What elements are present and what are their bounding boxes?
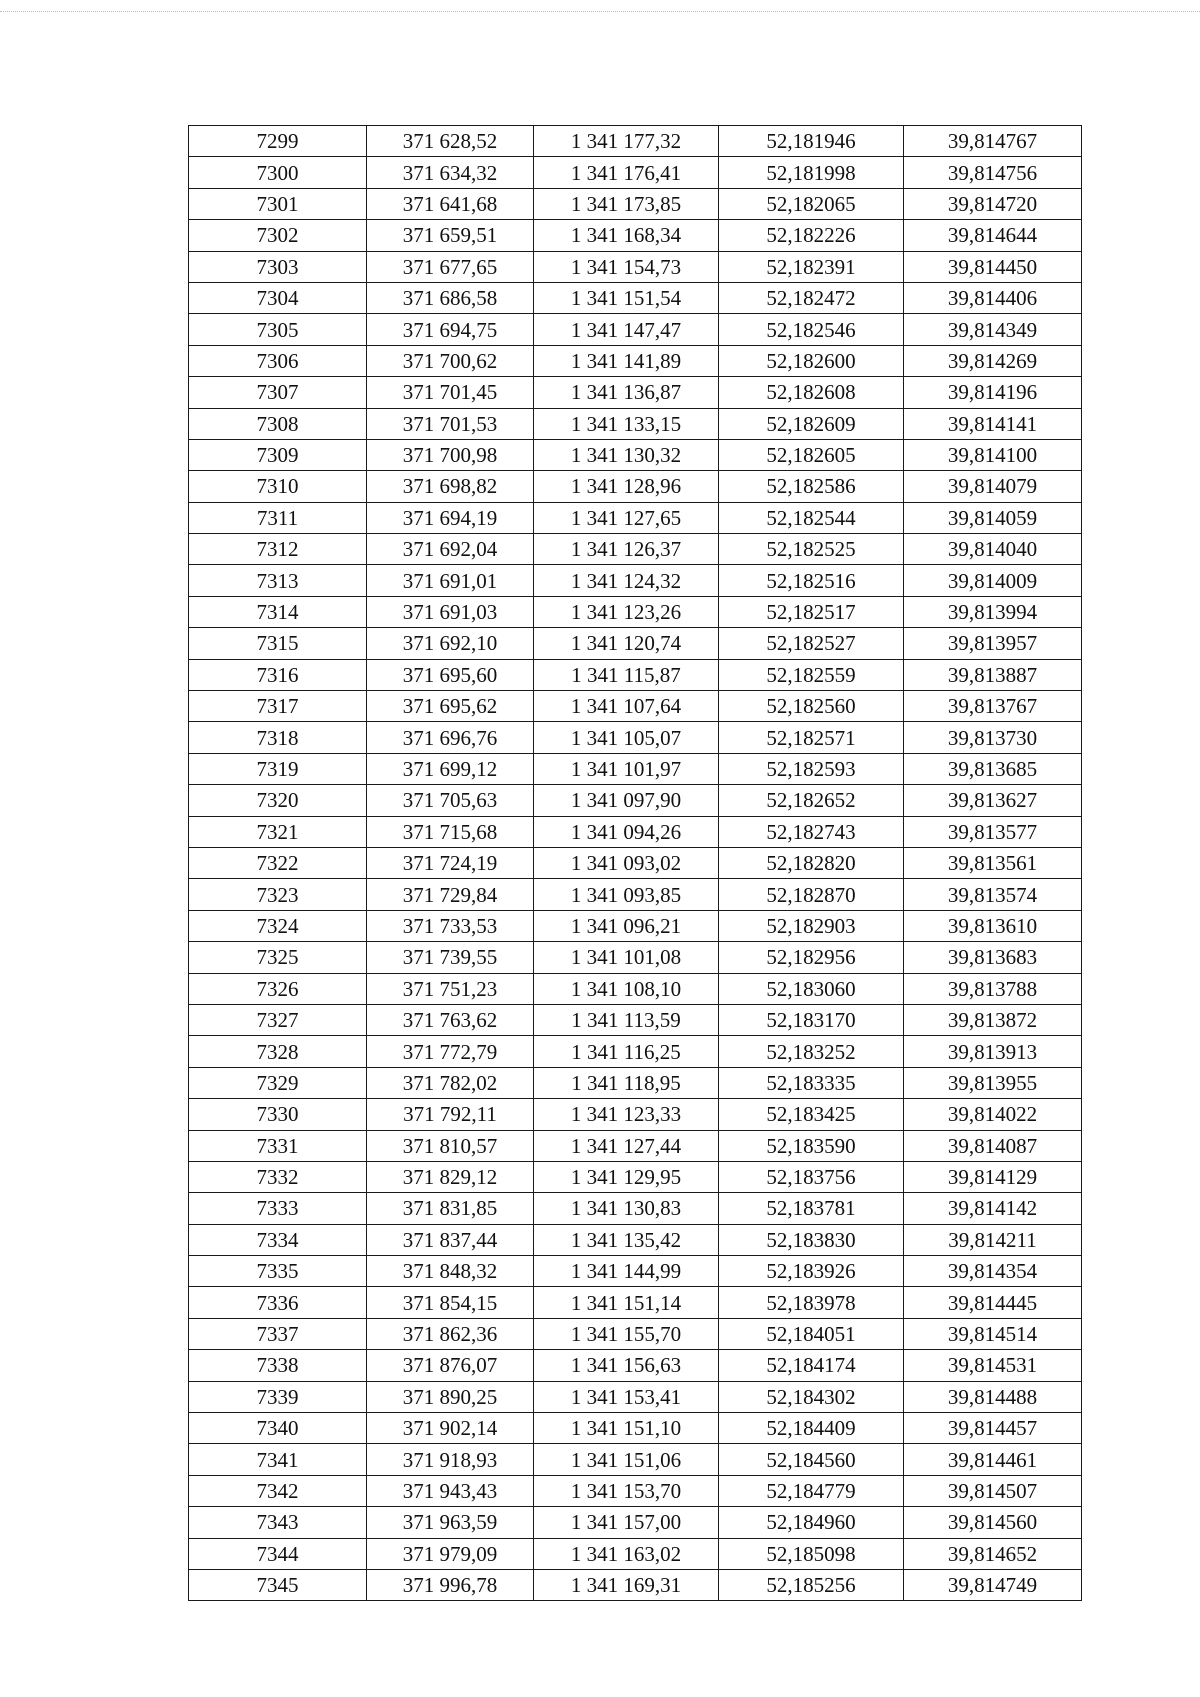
longitude-cell: 39,814756	[904, 157, 1082, 188]
latitude-cell: 52,183978	[719, 1287, 904, 1318]
y-coordinate-cell: 1 341 115,87	[534, 659, 719, 690]
latitude-cell: 52,182391	[719, 251, 904, 282]
latitude-cell: 52,184779	[719, 1475, 904, 1506]
x-coordinate-cell: 371 751,23	[367, 973, 534, 1004]
y-coordinate-cell: 1 341 130,32	[534, 439, 719, 470]
x-coordinate-cell: 371 701,53	[367, 408, 534, 439]
y-coordinate-cell: 1 341 153,41	[534, 1381, 719, 1412]
longitude-cell: 39,814514	[904, 1318, 1082, 1349]
longitude-cell: 39,813561	[904, 847, 1082, 878]
point-number-cell: 7328	[189, 1036, 367, 1067]
table-row	[189, 847, 1082, 878]
coordinates-table	[188, 125, 1082, 1601]
point-number-cell: 7308	[189, 408, 367, 439]
point-number-cell: 7326	[189, 973, 367, 1004]
point-number-cell: 7307	[189, 377, 367, 408]
point-number-cell: 7312	[189, 534, 367, 565]
table-row	[189, 1538, 1082, 1569]
y-coordinate-cell: 1 341 105,07	[534, 722, 719, 753]
table-row	[189, 126, 1082, 157]
x-coordinate-cell: 371 792,11	[367, 1099, 534, 1130]
y-coordinate-cell: 1 341 157,00	[534, 1507, 719, 1538]
x-coordinate-cell: 371 810,57	[367, 1130, 534, 1161]
longitude-cell: 39,814129	[904, 1161, 1082, 1192]
x-coordinate-cell: 371 848,32	[367, 1256, 534, 1287]
y-coordinate-cell: 1 341 163,02	[534, 1538, 719, 1569]
longitude-cell: 39,814767	[904, 126, 1082, 157]
x-coordinate-cell: 371 996,78	[367, 1569, 534, 1600]
x-coordinate-cell: 371 696,76	[367, 722, 534, 753]
x-coordinate-cell: 371 641,68	[367, 188, 534, 219]
longitude-cell: 39,814652	[904, 1538, 1082, 1569]
longitude-cell: 39,814445	[904, 1287, 1082, 1318]
y-coordinate-cell: 1 341 107,64	[534, 691, 719, 722]
point-number-cell: 7303	[189, 251, 367, 282]
point-number-cell: 7316	[189, 659, 367, 690]
y-coordinate-cell: 1 341 151,54	[534, 282, 719, 313]
x-coordinate-cell: 371 694,75	[367, 314, 534, 345]
y-coordinate-cell: 1 341 097,90	[534, 785, 719, 816]
point-number-cell: 7341	[189, 1444, 367, 1475]
y-coordinate-cell: 1 341 156,63	[534, 1350, 719, 1381]
point-number-cell: 7299	[189, 126, 367, 157]
latitude-cell: 52,184051	[719, 1318, 904, 1349]
y-coordinate-cell: 1 341 093,85	[534, 879, 719, 910]
x-coordinate-cell: 371 763,62	[367, 1004, 534, 1035]
point-number-cell: 7329	[189, 1067, 367, 1098]
table-row	[189, 1161, 1082, 1192]
y-coordinate-cell: 1 341 118,95	[534, 1067, 719, 1098]
latitude-cell: 52,184302	[719, 1381, 904, 1412]
point-number-cell: 7313	[189, 565, 367, 596]
table-row	[189, 1507, 1082, 1538]
point-number-cell: 7330	[189, 1099, 367, 1130]
latitude-cell: 52,182571	[719, 722, 904, 753]
table-row	[189, 377, 1082, 408]
x-coordinate-cell: 371 698,82	[367, 471, 534, 502]
table-row	[189, 1381, 1082, 1412]
point-number-cell: 7337	[189, 1318, 367, 1349]
longitude-cell: 39,814087	[904, 1130, 1082, 1161]
y-coordinate-cell: 1 341 168,34	[534, 220, 719, 251]
latitude-cell: 52,182593	[719, 753, 904, 784]
table-row	[189, 1256, 1082, 1287]
point-number-cell: 7322	[189, 847, 367, 878]
point-number-cell: 7324	[189, 910, 367, 941]
latitude-cell: 52,182605	[719, 439, 904, 470]
point-number-cell: 7331	[189, 1130, 367, 1161]
latitude-cell: 52,182608	[719, 377, 904, 408]
longitude-cell: 39,814488	[904, 1381, 1082, 1412]
y-coordinate-cell: 1 341 124,32	[534, 565, 719, 596]
longitude-cell: 39,814142	[904, 1193, 1082, 1224]
longitude-cell: 39,814450	[904, 251, 1082, 282]
latitude-cell: 52,182527	[719, 628, 904, 659]
y-coordinate-cell: 1 341 101,97	[534, 753, 719, 784]
point-number-cell: 7309	[189, 439, 367, 470]
longitude-cell: 39,813994	[904, 596, 1082, 627]
longitude-cell: 39,814022	[904, 1099, 1082, 1130]
longitude-cell: 39,813730	[904, 722, 1082, 753]
point-number-cell: 7304	[189, 282, 367, 313]
x-coordinate-cell: 371 724,19	[367, 847, 534, 878]
y-coordinate-cell: 1 341 130,83	[534, 1193, 719, 1224]
table-row	[189, 1569, 1082, 1600]
y-coordinate-cell: 1 341 136,87	[534, 377, 719, 408]
longitude-cell: 39,814040	[904, 534, 1082, 565]
table-row	[189, 1067, 1082, 1098]
x-coordinate-cell: 371 829,12	[367, 1161, 534, 1192]
latitude-cell: 52,182586	[719, 471, 904, 502]
latitude-cell: 52,183781	[719, 1193, 904, 1224]
latitude-cell: 52,182903	[719, 910, 904, 941]
x-coordinate-cell: 371 628,52	[367, 126, 534, 157]
latitude-cell: 52,182065	[719, 188, 904, 219]
table-row	[189, 1193, 1082, 1224]
point-number-cell: 7319	[189, 753, 367, 784]
scan-edge-line	[0, 11, 1200, 12]
x-coordinate-cell: 371 862,36	[367, 1318, 534, 1349]
y-coordinate-cell: 1 341 120,74	[534, 628, 719, 659]
table-row	[189, 1099, 1082, 1130]
table-row	[189, 471, 1082, 502]
latitude-cell: 52,182516	[719, 565, 904, 596]
point-number-cell: 7314	[189, 596, 367, 627]
table-row	[189, 1287, 1082, 1318]
point-number-cell: 7345	[189, 1569, 367, 1600]
latitude-cell: 52,182560	[719, 691, 904, 722]
table-row	[189, 534, 1082, 565]
latitude-cell: 52,184960	[719, 1507, 904, 1538]
table-row	[189, 1444, 1082, 1475]
table-row	[189, 1475, 1082, 1506]
x-coordinate-cell: 371 694,19	[367, 502, 534, 533]
table-row	[189, 314, 1082, 345]
y-coordinate-cell: 1 341 113,59	[534, 1004, 719, 1035]
latitude-cell: 52,182743	[719, 816, 904, 847]
y-coordinate-cell: 1 341 127,65	[534, 502, 719, 533]
x-coordinate-cell: 371 677,65	[367, 251, 534, 282]
point-number-cell: 7339	[189, 1381, 367, 1412]
table-row	[189, 785, 1082, 816]
table-row	[189, 1413, 1082, 1444]
latitude-cell: 52,182472	[719, 282, 904, 313]
longitude-cell: 39,814269	[904, 345, 1082, 376]
latitude-cell: 52,182652	[719, 785, 904, 816]
latitude-cell: 52,183060	[719, 973, 904, 1004]
point-number-cell: 7335	[189, 1256, 367, 1287]
longitude-cell: 39,813788	[904, 973, 1082, 1004]
y-coordinate-cell: 1 341 141,89	[534, 345, 719, 376]
x-coordinate-cell: 371 692,04	[367, 534, 534, 565]
latitude-cell: 52,181998	[719, 157, 904, 188]
longitude-cell: 39,814211	[904, 1224, 1082, 1255]
longitude-cell: 39,813913	[904, 1036, 1082, 1067]
point-number-cell: 7332	[189, 1161, 367, 1192]
latitude-cell: 52,182226	[719, 220, 904, 251]
y-coordinate-cell: 1 341 154,73	[534, 251, 719, 282]
longitude-cell: 39,814009	[904, 565, 1082, 596]
y-coordinate-cell: 1 341 153,70	[534, 1475, 719, 1506]
point-number-cell: 7311	[189, 502, 367, 533]
longitude-cell: 39,814644	[904, 220, 1082, 251]
longitude-cell: 39,813955	[904, 1067, 1082, 1098]
y-coordinate-cell: 1 341 123,26	[534, 596, 719, 627]
latitude-cell: 52,182546	[719, 314, 904, 345]
table-row	[189, 973, 1082, 1004]
table-row	[189, 628, 1082, 659]
table-row	[189, 408, 1082, 439]
point-number-cell: 7305	[189, 314, 367, 345]
table-row	[189, 188, 1082, 219]
point-number-cell: 7343	[189, 1507, 367, 1538]
table-row	[189, 879, 1082, 910]
longitude-cell: 39,814079	[904, 471, 1082, 502]
longitude-cell: 39,813685	[904, 753, 1082, 784]
latitude-cell: 52,183425	[719, 1099, 904, 1130]
y-coordinate-cell: 1 341 135,42	[534, 1224, 719, 1255]
longitude-cell: 39,813574	[904, 879, 1082, 910]
point-number-cell: 7306	[189, 345, 367, 376]
y-coordinate-cell: 1 341 151,06	[534, 1444, 719, 1475]
latitude-cell: 52,184174	[719, 1350, 904, 1381]
latitude-cell: 52,183170	[719, 1004, 904, 1035]
y-coordinate-cell: 1 341 151,14	[534, 1287, 719, 1318]
y-coordinate-cell: 1 341 108,10	[534, 973, 719, 1004]
table-row	[189, 596, 1082, 627]
point-number-cell: 7315	[189, 628, 367, 659]
point-number-cell: 7317	[189, 691, 367, 722]
x-coordinate-cell: 371 831,85	[367, 1193, 534, 1224]
point-number-cell: 7336	[189, 1287, 367, 1318]
table-row	[189, 220, 1082, 251]
x-coordinate-cell: 371 700,62	[367, 345, 534, 376]
table-row	[189, 753, 1082, 784]
x-coordinate-cell: 371 782,02	[367, 1067, 534, 1098]
latitude-cell: 52,182517	[719, 596, 904, 627]
table-row	[189, 942, 1082, 973]
longitude-cell: 39,814749	[904, 1569, 1082, 1600]
y-coordinate-cell: 1 341 176,41	[534, 157, 719, 188]
y-coordinate-cell: 1 341 116,25	[534, 1036, 719, 1067]
table-row	[189, 659, 1082, 690]
latitude-cell: 52,183926	[719, 1256, 904, 1287]
x-coordinate-cell: 371 695,60	[367, 659, 534, 690]
x-coordinate-cell: 371 902,14	[367, 1413, 534, 1444]
y-coordinate-cell: 1 341 169,31	[534, 1569, 719, 1600]
point-number-cell: 7302	[189, 220, 367, 251]
latitude-cell: 52,182609	[719, 408, 904, 439]
x-coordinate-cell: 371 691,01	[367, 565, 534, 596]
point-number-cell: 7340	[189, 1413, 367, 1444]
y-coordinate-cell: 1 341 094,26	[534, 816, 719, 847]
point-number-cell: 7338	[189, 1350, 367, 1381]
longitude-cell: 39,814100	[904, 439, 1082, 470]
longitude-cell: 39,814560	[904, 1507, 1082, 1538]
x-coordinate-cell: 371 918,93	[367, 1444, 534, 1475]
table-row	[189, 1224, 1082, 1255]
x-coordinate-cell: 371 695,62	[367, 691, 534, 722]
latitude-cell: 52,183830	[719, 1224, 904, 1255]
longitude-cell: 39,814349	[904, 314, 1082, 345]
x-coordinate-cell: 371 837,44	[367, 1224, 534, 1255]
longitude-cell: 39,814461	[904, 1444, 1082, 1475]
longitude-cell: 39,814720	[904, 188, 1082, 219]
y-coordinate-cell: 1 341 096,21	[534, 910, 719, 941]
x-coordinate-cell: 371 701,45	[367, 377, 534, 408]
x-coordinate-cell: 371 705,63	[367, 785, 534, 816]
x-coordinate-cell: 371 979,09	[367, 1538, 534, 1569]
y-coordinate-cell: 1 341 155,70	[534, 1318, 719, 1349]
y-coordinate-cell: 1 341 133,15	[534, 408, 719, 439]
latitude-cell: 52,181946	[719, 126, 904, 157]
y-coordinate-cell: 1 341 128,96	[534, 471, 719, 502]
x-coordinate-cell: 371 772,79	[367, 1036, 534, 1067]
x-coordinate-cell: 371 634,32	[367, 157, 534, 188]
point-number-cell: 7333	[189, 1193, 367, 1224]
point-number-cell: 7342	[189, 1475, 367, 1506]
longitude-cell: 39,814457	[904, 1413, 1082, 1444]
table-row	[189, 1130, 1082, 1161]
latitude-cell: 52,182820	[719, 847, 904, 878]
table-row	[189, 251, 1082, 282]
longitude-cell: 39,814196	[904, 377, 1082, 408]
point-number-cell: 7301	[189, 188, 367, 219]
x-coordinate-cell: 371 876,07	[367, 1350, 534, 1381]
x-coordinate-cell: 371 699,12	[367, 753, 534, 784]
longitude-cell: 39,814059	[904, 502, 1082, 533]
y-coordinate-cell: 1 341 151,10	[534, 1413, 719, 1444]
latitude-cell: 52,183335	[719, 1067, 904, 1098]
x-coordinate-cell: 371 854,15	[367, 1287, 534, 1318]
y-coordinate-cell: 1 341 126,37	[534, 534, 719, 565]
x-coordinate-cell: 371 943,43	[367, 1475, 534, 1506]
longitude-cell: 39,813610	[904, 910, 1082, 941]
point-number-cell: 7327	[189, 1004, 367, 1035]
point-number-cell: 7325	[189, 942, 367, 973]
x-coordinate-cell: 371 692,10	[367, 628, 534, 659]
latitude-cell: 52,182559	[719, 659, 904, 690]
point-number-cell: 7320	[189, 785, 367, 816]
table-row	[189, 691, 1082, 722]
latitude-cell: 52,184409	[719, 1413, 904, 1444]
x-coordinate-cell: 371 691,03	[367, 596, 534, 627]
longitude-cell: 39,813577	[904, 816, 1082, 847]
x-coordinate-cell: 371 890,25	[367, 1381, 534, 1412]
latitude-cell: 52,185098	[719, 1538, 904, 1569]
x-coordinate-cell: 371 963,59	[367, 1507, 534, 1538]
latitude-cell: 52,185256	[719, 1569, 904, 1600]
longitude-cell: 39,814354	[904, 1256, 1082, 1287]
longitude-cell: 39,814141	[904, 408, 1082, 439]
latitude-cell: 52,184560	[719, 1444, 904, 1475]
table-row	[189, 1350, 1082, 1381]
table-row	[189, 565, 1082, 596]
point-number-cell: 7318	[189, 722, 367, 753]
y-coordinate-cell: 1 341 144,99	[534, 1256, 719, 1287]
longitude-cell: 39,813872	[904, 1004, 1082, 1035]
point-number-cell: 7310	[189, 471, 367, 502]
table-row	[189, 157, 1082, 188]
point-number-cell: 7321	[189, 816, 367, 847]
latitude-cell: 52,183252	[719, 1036, 904, 1067]
longitude-cell: 39,813887	[904, 659, 1082, 690]
table-row	[189, 816, 1082, 847]
latitude-cell: 52,182956	[719, 942, 904, 973]
longitude-cell: 39,813683	[904, 942, 1082, 973]
point-number-cell: 7300	[189, 157, 367, 188]
table-row	[189, 1036, 1082, 1067]
y-coordinate-cell: 1 341 173,85	[534, 188, 719, 219]
x-coordinate-cell: 371 686,58	[367, 282, 534, 313]
latitude-cell: 52,182600	[719, 345, 904, 376]
x-coordinate-cell: 371 733,53	[367, 910, 534, 941]
x-coordinate-cell: 371 715,68	[367, 816, 534, 847]
table-row	[189, 1318, 1082, 1349]
x-coordinate-cell: 371 659,51	[367, 220, 534, 251]
y-coordinate-cell: 1 341 129,95	[534, 1161, 719, 1192]
longitude-cell: 39,814531	[904, 1350, 1082, 1381]
y-coordinate-cell: 1 341 127,44	[534, 1130, 719, 1161]
table-row	[189, 439, 1082, 470]
longitude-cell: 39,813627	[904, 785, 1082, 816]
table-row	[189, 910, 1082, 941]
latitude-cell: 52,183590	[719, 1130, 904, 1161]
x-coordinate-cell: 371 700,98	[367, 439, 534, 470]
point-number-cell: 7334	[189, 1224, 367, 1255]
y-coordinate-cell: 1 341 147,47	[534, 314, 719, 345]
longitude-cell: 39,814406	[904, 282, 1082, 313]
longitude-cell: 39,813957	[904, 628, 1082, 659]
y-coordinate-cell: 1 341 101,08	[534, 942, 719, 973]
y-coordinate-cell: 1 341 093,02	[534, 847, 719, 878]
latitude-cell: 52,182525	[719, 534, 904, 565]
x-coordinate-cell: 371 739,55	[367, 942, 534, 973]
longitude-cell: 39,814507	[904, 1475, 1082, 1506]
point-number-cell: 7344	[189, 1538, 367, 1569]
y-coordinate-cell: 1 341 123,33	[534, 1099, 719, 1130]
y-coordinate-cell: 1 341 177,32	[534, 126, 719, 157]
latitude-cell: 52,183756	[719, 1161, 904, 1192]
table-row	[189, 1004, 1082, 1035]
x-coordinate-cell: 371 729,84	[367, 879, 534, 910]
coordinates-table-body	[189, 126, 1082, 1601]
table-row	[189, 502, 1082, 533]
table-row	[189, 282, 1082, 313]
point-number-cell: 7323	[189, 879, 367, 910]
table-row	[189, 345, 1082, 376]
latitude-cell: 52,182544	[719, 502, 904, 533]
latitude-cell: 52,182870	[719, 879, 904, 910]
longitude-cell: 39,813767	[904, 691, 1082, 722]
table-row	[189, 722, 1082, 753]
